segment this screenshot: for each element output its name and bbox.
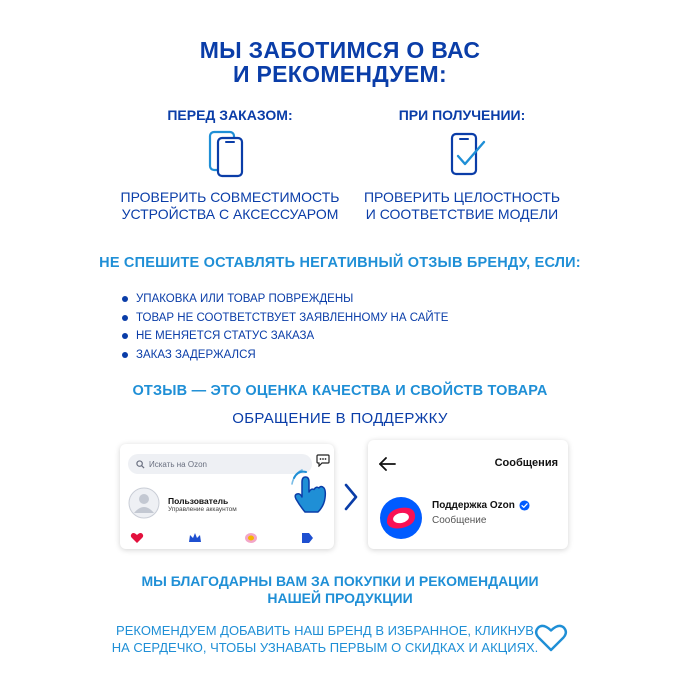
contact-row[interactable] [432, 500, 530, 511]
chevron-right-icon [344, 483, 358, 511]
thanks-line-1: МЫ БЛАГОДАРНЫ ВАМ ЗА ПОКУПКИ И РЕКОМЕНДАЦИИ [141, 573, 539, 589]
list-item [122, 346, 448, 365]
avatar [128, 487, 160, 519]
contact-name: Поддержка Ozon [432, 500, 515, 511]
back-arrow-icon[interactable] [378, 457, 396, 471]
contact-subtitle: Сообщение [432, 515, 487, 526]
list-item-text: УПАКОВКА ИЛИ ТОВАР ПОВРЕЖДЕНЫ [136, 293, 354, 306]
on-receipt-heading: ПРИ ПОЛУЧЕНИИ: [398, 107, 526, 123]
bubble-icon[interactable] [244, 532, 258, 544]
recommend-text [90, 622, 560, 656]
ozon-logo-icon [380, 497, 422, 539]
bullet-dot [122, 352, 128, 358]
chat-icon[interactable] [316, 454, 330, 467]
search-placeholder: Искать на Ozon [149, 459, 207, 469]
on-receipt-text-line-2: И СООТВЕТСТВИЕ МОДЕЛИ [365, 206, 559, 222]
title-line-1: МЫ ЗАБОТИМСЯ О ВАС [199, 37, 481, 63]
before-order-text-line-1: ПРОВЕРИТЬ СОВМЕСТИМОСТЬ [120, 189, 340, 205]
bullet-dot [122, 296, 128, 302]
before-order-text [100, 189, 360, 223]
support-heading: ОБРАЩЕНИЕ В ПОДДЕРЖКУ [232, 410, 448, 427]
thanks-line-2: НАШЕЙ ПРОДУКЦИИ [267, 590, 413, 606]
phones-icon [204, 130, 248, 178]
user-subtitle: Управление аккаунтом [168, 506, 237, 513]
bullet-dot [122, 333, 128, 339]
on-receipt-text [332, 189, 592, 223]
on-receipt-text-line-1: ПРОВЕРИТЬ ЦЕЛОСТНОСТЬ [363, 189, 561, 205]
thanks-text [0, 573, 680, 607]
before-order-heading: ПЕРЕД ЗАКАЗОМ: [167, 107, 293, 123]
list-item-text: ТОВАР НЕ СООТВЕТСТВУЕТ ЗАЯВЛЕННОМУ НА САЙТЕ [136, 311, 449, 324]
recommend-line-1: РЕКОМЕНДУЕМ ДОБАВИТЬ НАШ БРЕНД В ИЗБРАННОЕ, КЛИКНУВ [116, 623, 534, 638]
search-icon [136, 460, 145, 469]
list-item-text: НЕ МЕНЯЕТСЯ СТАТУС ЗАКАЗА [136, 330, 315, 343]
before-order-text-line-2: УСТРОЙСТВА С АКСЕССУАРОМ [121, 206, 339, 222]
messages-title: Сообщения [494, 457, 558, 469]
heart-icon[interactable] [130, 532, 144, 544]
tap-hand-icon [288, 468, 328, 516]
recommend-line-2: НА СЕРДЕЧКО, ЧТОБЫ УЗНАВАТЬ ПЕРВЫМ О СКИДКАХ И АКЦИЯХ. [111, 640, 539, 655]
bullet-dot [122, 315, 128, 321]
verified-icon [519, 500, 530, 511]
ozon-chat-card [368, 440, 568, 549]
list-item [122, 290, 448, 309]
tag-icon[interactable] [300, 532, 314, 544]
search-input[interactable] [128, 454, 312, 474]
list-item-text: ЗАКАЗ ЗАДЕРЖАЛСЯ [136, 348, 256, 361]
warning-list [122, 290, 448, 364]
list-item [122, 309, 448, 328]
phone-check-icon [446, 130, 490, 178]
review-note: ОТЗЫВ — ЭТО ОЦЕНКА КАЧЕСТВА И СВОЙСТВ ТОВАРА [132, 383, 548, 399]
crown-icon[interactable] [188, 532, 202, 544]
title-line-2: И РЕКОМЕНДУЕМ: [233, 61, 447, 87]
page-title [0, 38, 680, 86]
user-name: Пользователь [168, 496, 229, 506]
warning-heading: НЕ СПЕШИТЕ ОСТАВЛЯТЬ НЕГАТИВНЫЙ ОТЗЫВ БРЕНДУ, ЕСЛИ: [99, 255, 581, 271]
list-item [122, 327, 448, 346]
favorite-heart-icon[interactable] [534, 623, 568, 653]
